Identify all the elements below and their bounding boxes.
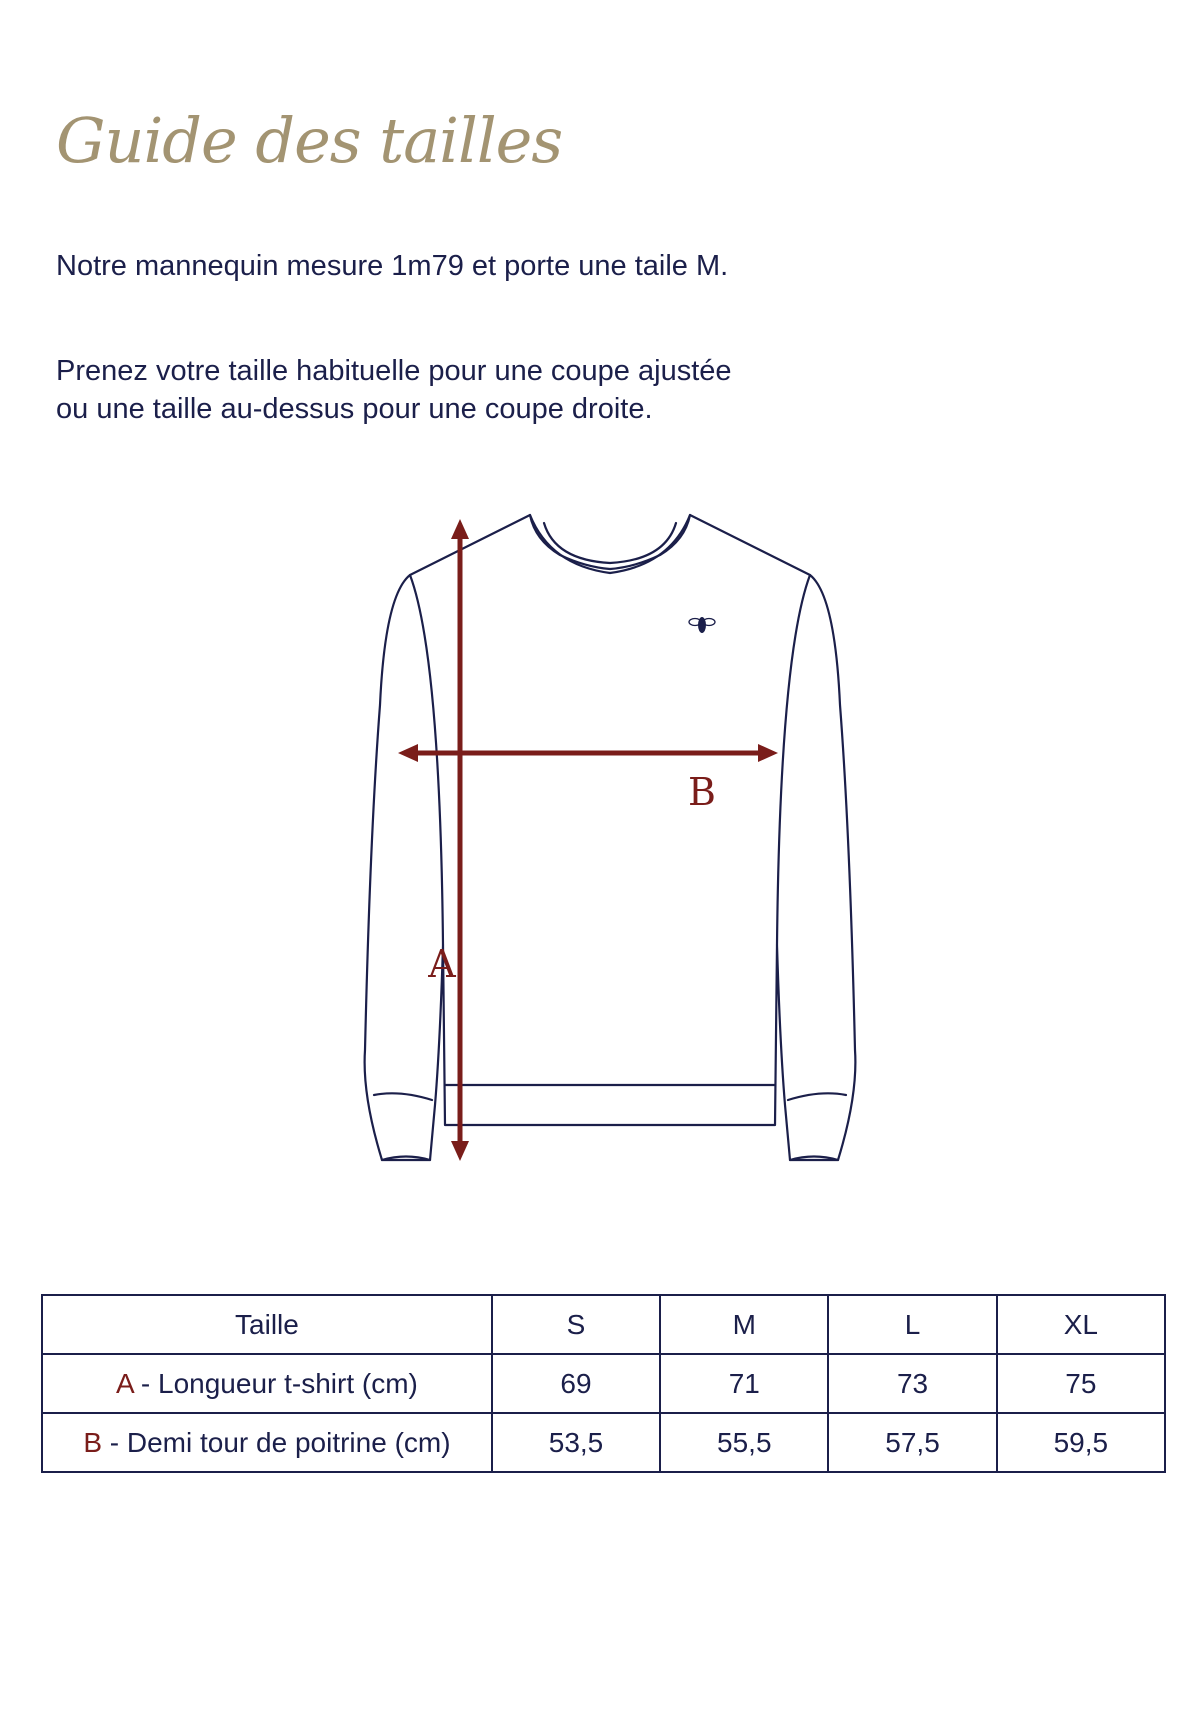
measure-label-b: B <box>688 770 716 814</box>
row-label-length <box>42 1354 492 1413</box>
measure-label-a: A <box>428 942 456 986</box>
header-size-s: S <box>492 1295 660 1354</box>
row-letter-b: B <box>83 1426 102 1458</box>
cell-a-xl: 75 <box>997 1354 1165 1413</box>
fit-advice <box>56 352 732 428</box>
header-size-l: L <box>828 1295 996 1354</box>
row-text-chest: - Demi tour de poitrine (cm) <box>102 1426 451 1458</box>
cell-b-xl: 59,5 <box>997 1413 1165 1472</box>
cell-b-m: 55,5 <box>660 1413 828 1472</box>
header-size-m: M <box>660 1295 828 1354</box>
size-table <box>41 1294 1166 1473</box>
model-info: Notre mannequin mesure 1m79 et porte une taile M. <box>56 250 729 282</box>
row-label-chest <box>42 1413 492 1472</box>
cell-a-s: 69 <box>492 1354 660 1413</box>
cell-a-l: 73 <box>828 1354 996 1413</box>
header-size-label: Taille <box>42 1295 492 1354</box>
row-letter-a: A <box>115 1367 134 1399</box>
sweatshirt-measurement-diagram <box>330 505 890 1185</box>
table-row <box>42 1413 1165 1472</box>
sweatshirt-outline <box>365 515 856 1160</box>
fit-advice-line-2: ou une taille au-dessus pour une coupe droite. <box>56 393 653 425</box>
row-text-length: - Longueur t-shirt (cm) <box>133 1367 418 1399</box>
bee-icon <box>689 617 715 633</box>
table-header-row <box>42 1295 1165 1354</box>
cell-b-l: 57,5 <box>828 1413 996 1472</box>
fit-advice-line-1: Prenez votre taille habituelle pour une coupe ajustée <box>56 355 732 387</box>
cell-b-s: 53,5 <box>492 1413 660 1472</box>
cell-a-m: 71 <box>660 1354 828 1413</box>
header-size-xl: XL <box>997 1295 1165 1354</box>
page-title: Guide des tailles <box>56 104 563 177</box>
table-row <box>42 1354 1165 1413</box>
